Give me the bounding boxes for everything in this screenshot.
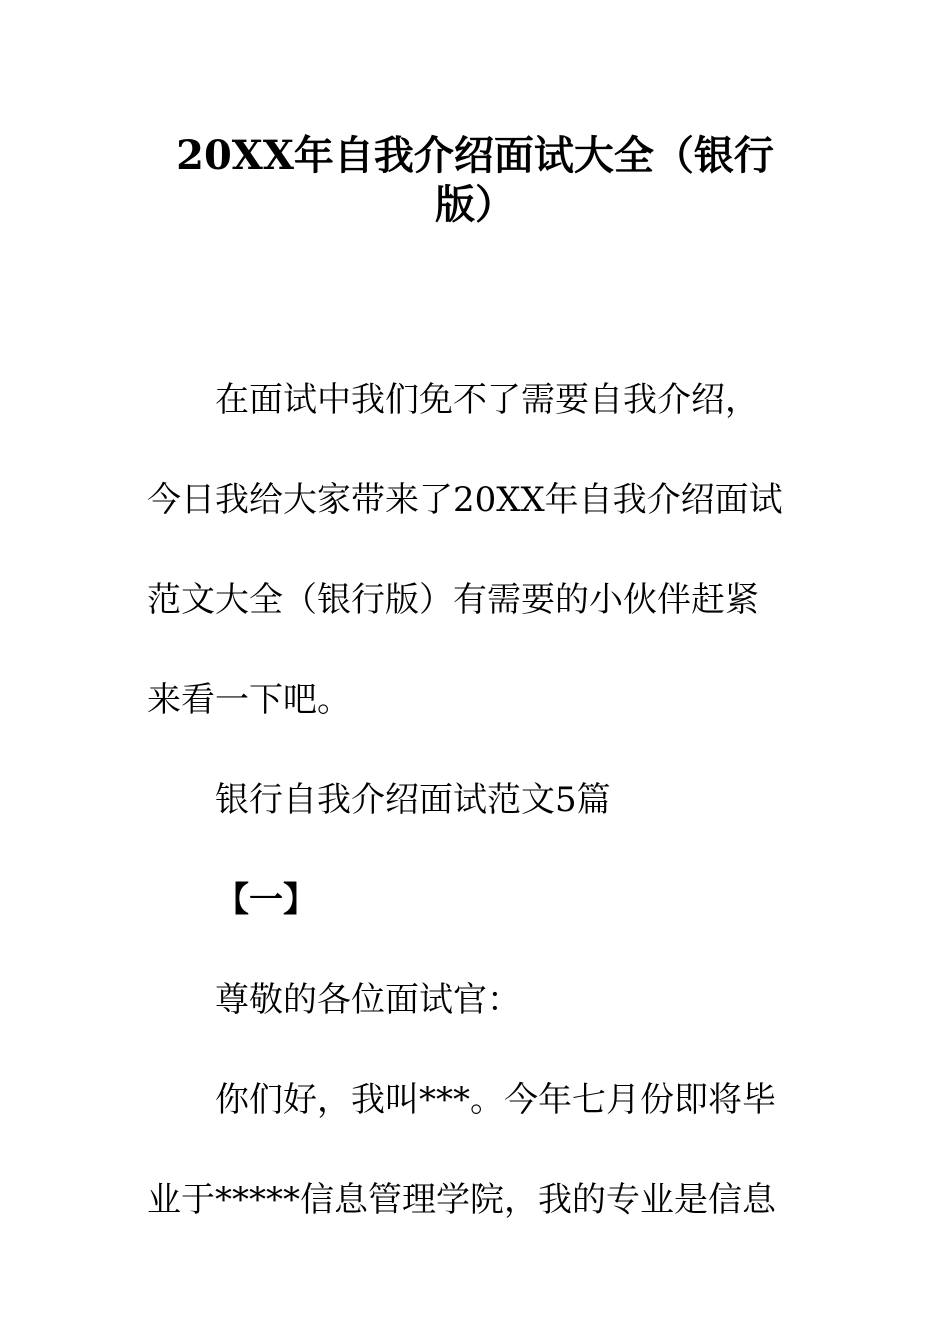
section-heading: 银行自我介绍面试范文5篇 [215,780,611,820]
section-number: 【一】 [215,880,317,920]
document-title-line-2: 版） [435,181,515,228]
paragraph-line-5: 你们好，我叫***。今年七月份即将毕 [215,1080,776,1120]
paragraph-line-6: 业于*****信息管理学院，我的专业是信息 [147,1180,776,1220]
paragraph-line-2: 今日我给大家带来了20XX年自我介绍面试 [147,480,783,520]
paragraph-line-4: 来看一下吧。 [147,680,351,720]
document-title-line-1: 20XX年自我介绍面试大全（银行 [176,132,774,179]
paragraph-line-3: 范文大全（银行版）有需要的小伙伴赶紧 [147,580,759,620]
paragraph-line-1: 在面试中我们免不了需要自我介绍， [215,380,759,420]
salutation: 尊敬的各位面试官： [215,980,521,1020]
